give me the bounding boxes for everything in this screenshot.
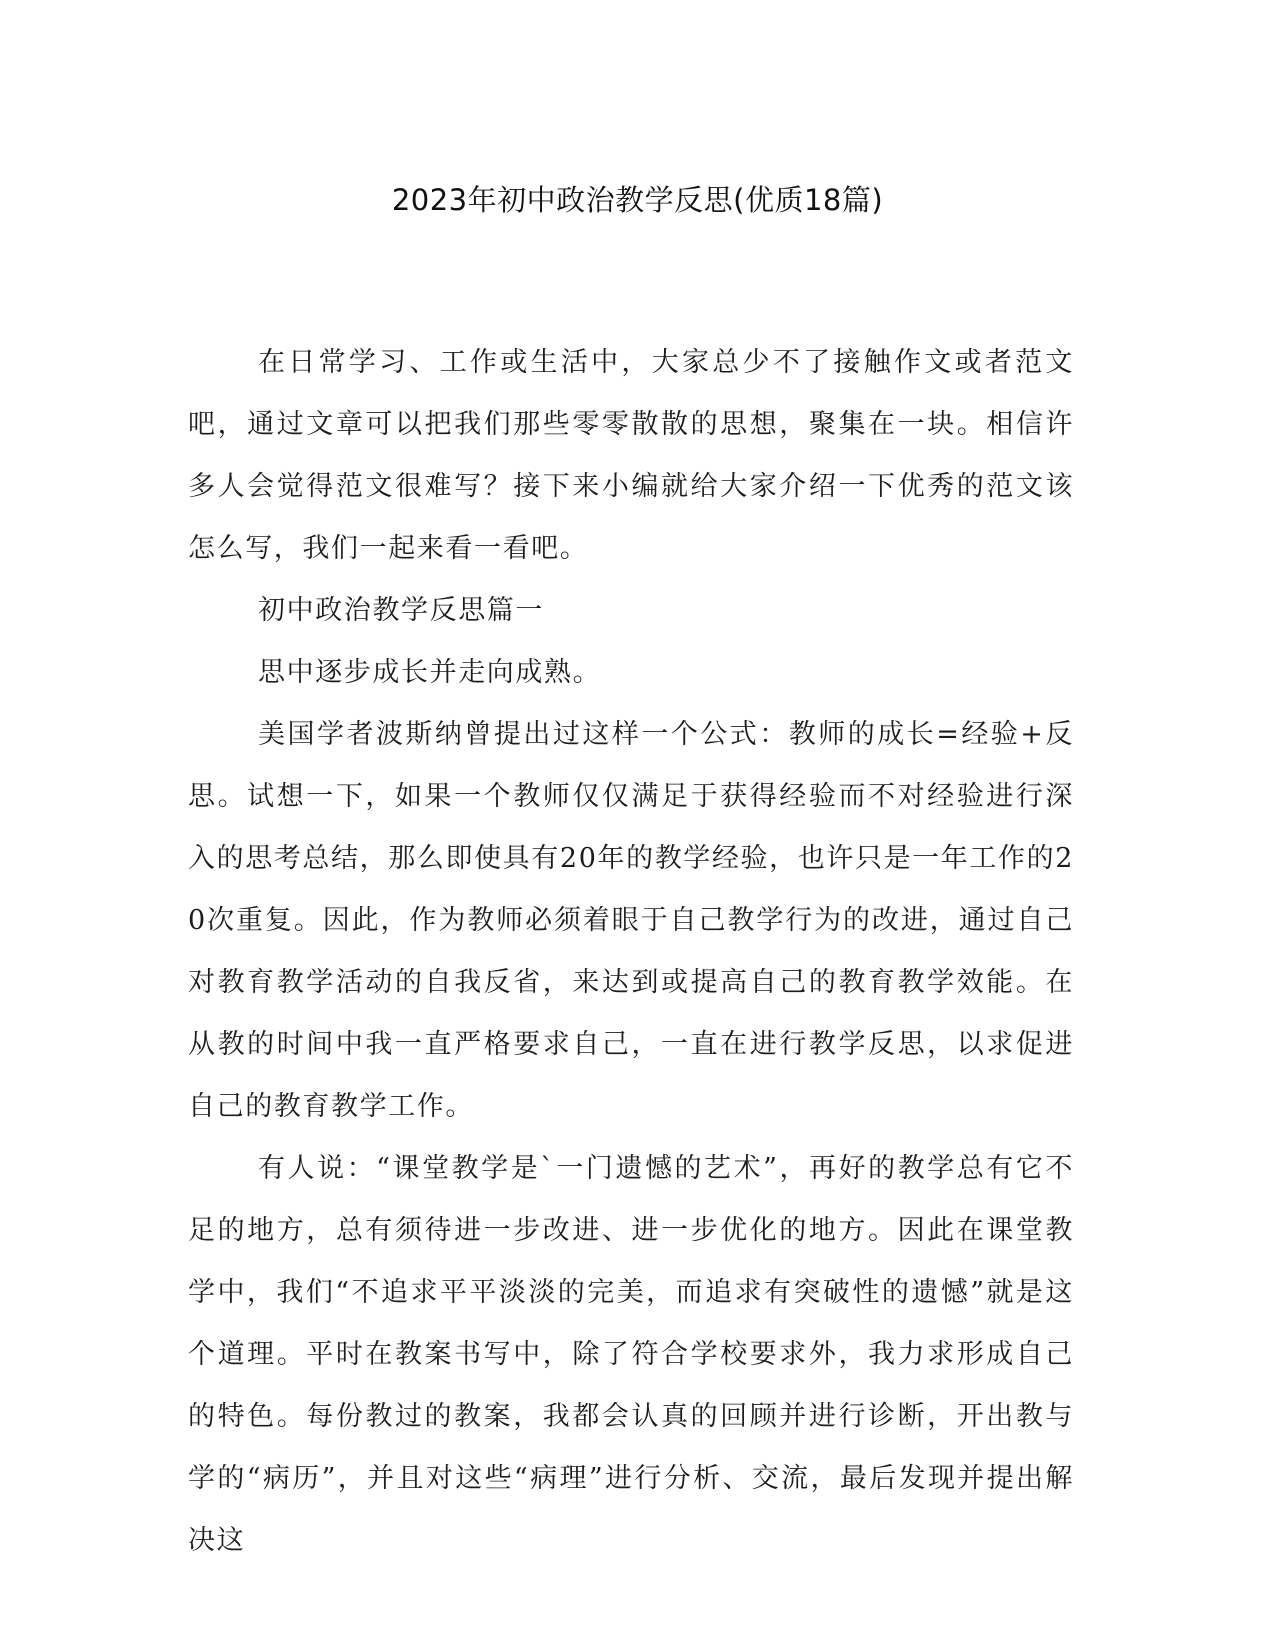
paragraph-classroom-teaching: 有人说：“课堂教学是`一门遗憾的艺术”，再好的教学总有它不足的地方，总有须待进一步改进、进一步优化的地方。因此在课堂教学中，我们“不追求平平淡淡的完美，而追求有突破性的遗憾”就是这个道理。平时在教案书写中，除了符合学校要求外，我力求形成自己的特色。每份教过的教案，我都会认真的回顾并进行诊断，开出教与学的“病历”，并且对这些“病理”进行分析、交流，最后发现并提出解决这 [188, 1153, 1074, 1556]
document-body [188, 332, 1074, 1572]
document-title: 2023年初中政治教学反思(优质18篇) [391, 183, 884, 217]
paragraph-posner-formula: 美国学者波斯纳曾提出过这样一个公式：教师的成长=经验+反思。试想一下，如果一个教师仅仅满足于获得经验而不对经验进行深入的思考总结，那么即使具有20年的教学经验，也许只是一年工作的20次重复。因此，作为教师必须着眼于自己教学行为的改进，通过自己对教育教学活动的自我反省，来达到或提高自己的教育教学效能。在从教的时间中我一直严格要求自己，一直在进行教学反思，以求促进自己的教育教学工作。 [188, 719, 1074, 1122]
section-heading: 初中政治教学反思篇一 [258, 595, 544, 626]
paragraph-intro: 在日常学习、工作或生活中，大家总少不了接触作文或者范文吧，通过文章可以把我们那些零零散散的思想，聚集在一块。相信许多人会觉得范文很难写？接下来小编就给大家介绍一下优秀的范文该怎么写，我们一起来看一看吧。 [188, 347, 1074, 564]
paragraph-fragment: 思中逐步成长并走向成熟。 [258, 657, 602, 688]
